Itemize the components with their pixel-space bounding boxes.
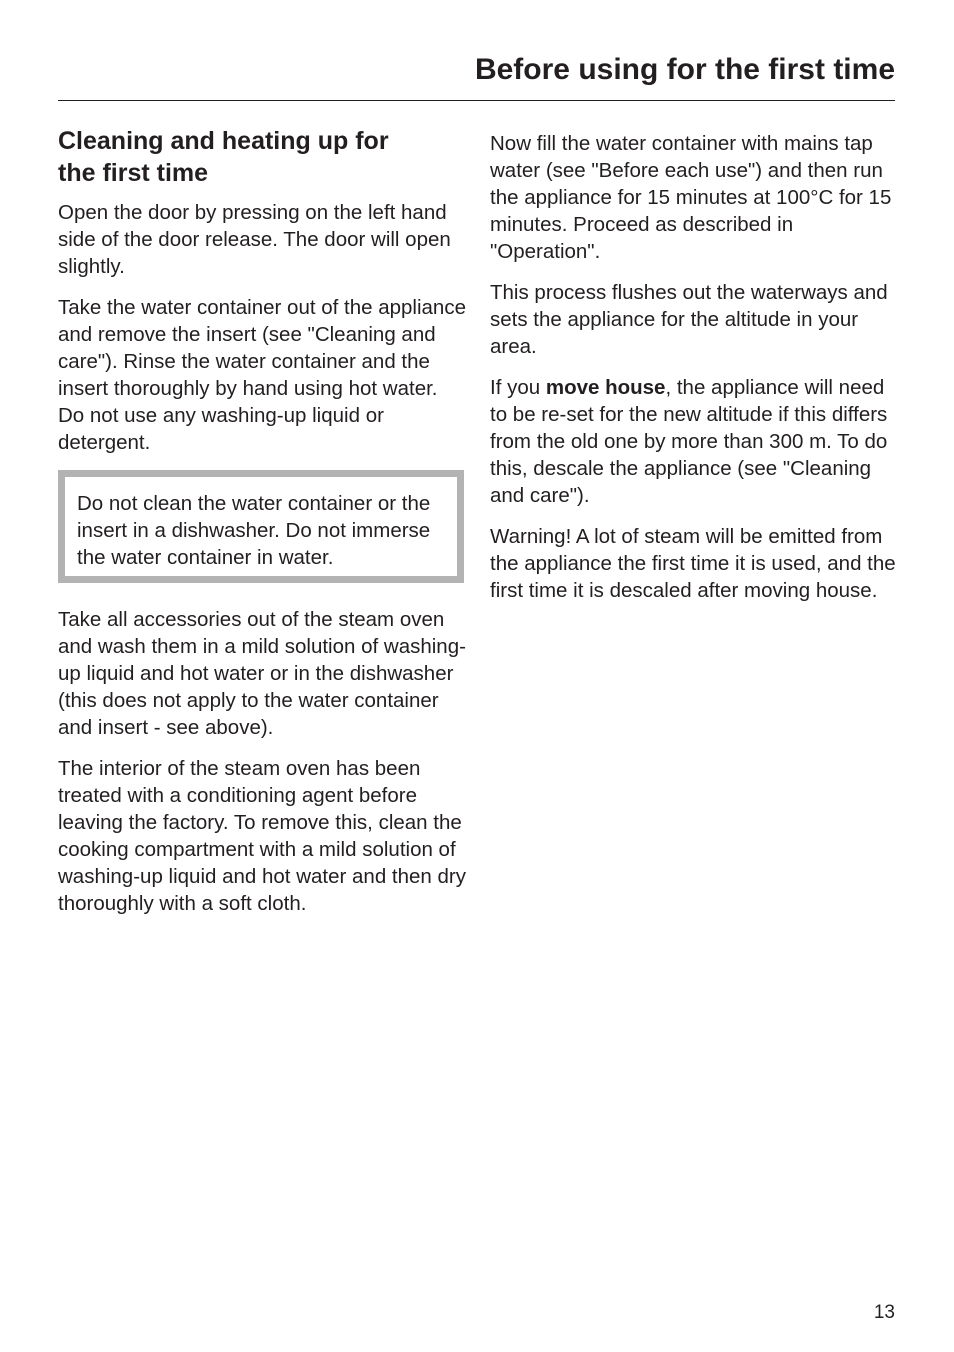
section-heading (58, 125, 468, 189)
header-divider (58, 100, 895, 101)
paragraph-warning: Warning! A lot of steam will be emitted from the appliance the first time it is used, and the first time it is descaled after moving house. (490, 525, 896, 602)
paragraph-water-container: Take the water container out of the appliance and remove the insert (see "Cleaning and care"). Rinse the water container and the insert thoroughly by hand using hot water. Do not use any washing-up liquid or detergent. (58, 296, 466, 454)
page-title: Before using for the first time (474, 53, 895, 86)
note-box (58, 470, 464, 583)
paragraph-flush: This process flushes out the waterways and sets the appliance for the altitude in your area. (490, 281, 888, 358)
paragraph-move-house (490, 374, 900, 509)
section-heading-line2: the first time (58, 159, 209, 187)
move-house-bold: move house (545, 376, 666, 399)
paragraph-interior: The interior of the steam oven has been treated with a conditioning agent before leaving the factory. To remove this, clean the cooking compartment with a mild solution of washing-up liquid and hot water and then dry thoroughly with a soft cloth. (58, 757, 466, 915)
paragraph-fill-water: Now fill the water container with mains tap water (see "Before each use") and then run the appliance for 15 minutes at 100°C for 15 minutes. Proceed as described in "Operation". (490, 132, 892, 263)
move-house-suffix: , the appliance will need to be re-set for the new altitude if this differs from the old one by more than 300 m. To do this, descale the appliance (see "Cleaning and care"). (490, 376, 888, 507)
right-column (490, 130, 900, 618)
paragraph-open-door: Open the door by pressing on the left hand side of the door release. The door will open slightly. (58, 201, 451, 278)
note-text: Do not clean the water container or the insert in a dishwasher. Do not immerse the water container in water. (77, 492, 431, 569)
section-heading-line1: Cleaning and heating up for (58, 127, 389, 155)
paragraph-accessories: Take all accessories out of the steam oven and wash them in a mild solution of washing-up liquid and hot water or in the dishwasher (this does not apply to the water container and insert - see above). (58, 608, 466, 739)
page-number: 13 (873, 1302, 895, 1323)
move-house-prefix: If you (490, 376, 546, 399)
left-column (58, 125, 468, 931)
